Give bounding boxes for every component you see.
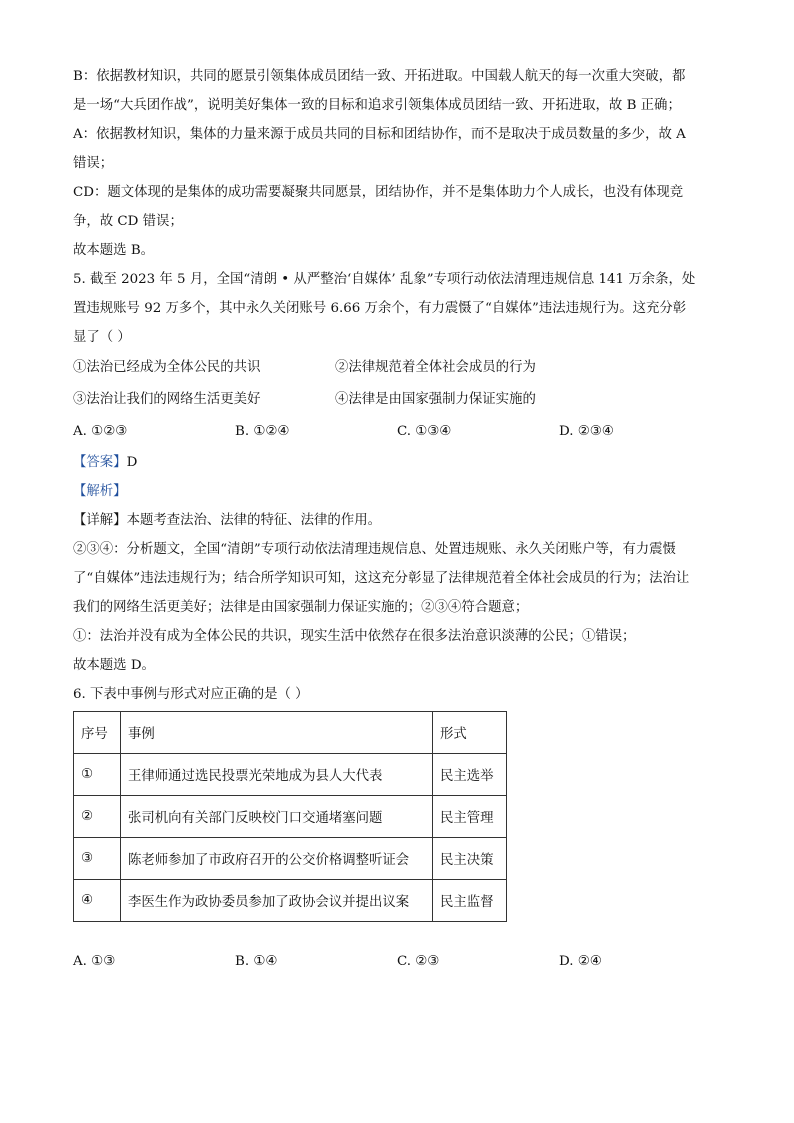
q5-e1-line3: 我们的网络生活更美好；法律是由国家强制力保证实施的；②③④符合题意； [73,600,529,615]
table-cell: 张司机向有关部门反映校门口交通堵塞问题 [121,796,433,838]
q5-statements-row2 [73,384,723,416]
q5-option-c: C. ①③④ [397,424,452,439]
q4-a-line1: A：依据教材知识，集体的力量来源于成员共同的目标和团结协作，而不是取决于成员数量的多少，故 A [73,127,686,142]
q6-table [73,711,507,922]
answer-tag: 【答案】 [73,455,127,470]
answer-value: D [126,455,138,470]
q6-option-a: A. ①③ [73,954,116,969]
q5-options [73,416,723,448]
table-cell: ③ [74,838,121,880]
q5-statement-4: ④法律是由国家强制力保证实施的 [335,392,536,407]
document-page [73,62,723,978]
table-cell: 民主决策 [433,838,507,880]
q5-detail [73,506,723,535]
q4-a-line2: 错误； [73,156,114,171]
q5-conclusion: 故本题选 D。 [73,658,155,673]
q5-option-b: B. ①②④ [235,424,290,439]
q5-stem-line1: 5. 截至 2023 年 5 月，全国“清朗 • 从严整治‘自媒体’ 乱象”专项行动依法清理违规信息 141 万余条，处 [73,272,696,287]
q5-e2-line1: ①：法治并没有成为全体公民的共识，现实生活中依然存在很多法治意识淡薄的公民；①错误； [73,629,636,644]
table-cell: 民主管理 [433,796,507,838]
q5-e1-line1: ②③④：分析题文，全国“清朗”专项行动依法清理违规信息、处置违规账、永久关闭账户等，有力震慑 [73,542,676,557]
detail-text: 本题考查法治、法律的特征、法律的作用。 [126,513,381,528]
table-cell: ② [74,796,121,838]
q5-statement-3: ③法治让我们的网络生活更美好 [73,392,261,407]
q4-conclusion: 故本题选 B。 [73,243,155,258]
table-row [74,880,507,922]
table-cell: 陈老师参加了市政府召开的公交价格调整听证会 [121,838,433,880]
q6-stem: 6. 下表中事例与形式对应正确的是（ ） [73,687,309,702]
table-cell: 李医生作为政协委员参加了政协会议并提出议案 [121,880,433,922]
q4-cd-line2: 争，故 CD 错误； [73,214,183,229]
q4-b-line2: 是一场“大兵团作战”，说明美好集体一致的目标和追求引领集体成员团结一致、开拓进取，故 B 正确； [73,98,681,113]
table-cell: 民主监督 [433,880,507,922]
q6-option-d: D. ②④ [559,954,602,969]
table-cell: ④ [74,880,121,922]
q5-answer [73,448,723,477]
detail-tag: 【详解】 [73,513,127,528]
table-cell: 民主选举 [433,754,507,796]
q5-stem-line2: 置违规账号 92 万多个，其中永久关闭账号 6.66 万余个，有力震慑了“自媒体”违法违规行为。这充分彰 [73,301,687,316]
q5-e1-line2: 了“自媒体”违法违规行为；结合所学知识可知，这这充分彰显了法律规范着全体社会成员的行为；法治让 [73,571,690,586]
table-header-row [74,712,507,754]
q5-statements-row1 [73,352,723,384]
table-cell: ① [74,754,121,796]
q5-option-a: A. ①②③ [73,424,128,439]
q4-cd-line1: CD：题文体现的是集体的成功需要凝聚共同愿景，团结协作，并不是集体助力个人成长，也没有体现竞 [73,185,684,200]
q6-option-c: C. ②③ [397,954,440,969]
q6-option-b: B. ①④ [235,954,278,969]
table-row [74,796,507,838]
q5-statement-2: ②法律规范着全体社会成员的行为 [335,360,536,375]
header-cell: 形式 [433,712,507,754]
table-cell: 王律师通过选民投票光荣地成为县人大代表 [121,754,433,796]
q4-b-line1: B：依据教材知识，共同的愿景引领集体成员团结一致、开拓进取。中国载人航天的每一次重大突破，都 [73,69,686,84]
table-row [74,838,507,880]
q6-options [73,946,723,978]
q5-option-d: D. ②③④ [559,424,614,439]
header-cell: 事例 [121,712,433,754]
q5-stem-line3: 显了（ ） [73,330,131,345]
q5-analysis-tag: 【解析】 [73,484,127,499]
table-row [74,754,507,796]
q5-statement-1: ①法治已经成为全体公民的共识 [73,360,261,375]
header-cell: 序号 [74,712,121,754]
